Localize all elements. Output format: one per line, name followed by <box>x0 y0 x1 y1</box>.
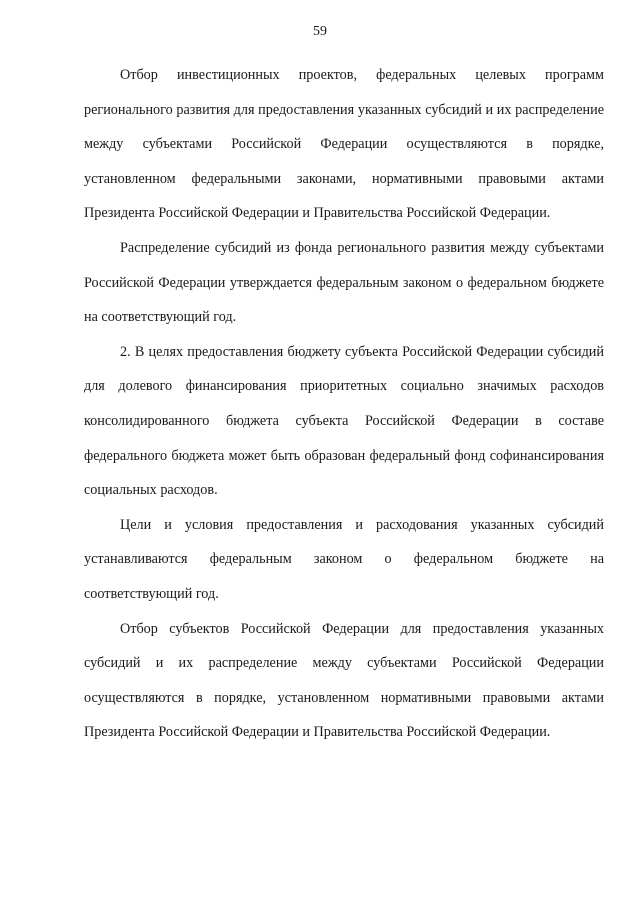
paragraph-2: Распределение субсидий из фонда регионального развития между субъектами Российской Федерации утверждается федеральным законом о федеральном бюджете на соответствующий год. <box>84 239 604 326</box>
paragraph-3: 2. В целях предоставления бюджету субъекта Российской Федерации субсидий для долевого финансирования приоритетных социально значимых расходов консолидированного бюджета субъекта Российской Федерации в составе федерального бюджета может быть образован федеральный фонд софинансирования социальных расходов. <box>84 343 604 499</box>
paragraph-1: Отбор инвестиционных проектов, федеральных целевых программ регионального развития для предоставления указанных субсидий и их распределение между субъектами Российской Федерации осуществляются в порядке, установленном федеральными законами, нормативными правовыми актами Президента Российской Федерации и Правительства Российской Федерации. <box>84 67 604 222</box>
page-number: 59 <box>313 24 327 39</box>
paragraph-5: Отбор субъектов Российской Федерации для предоставления указанных субсидий и их распределение между субъектами Российской Федерации осуществляются в порядке, установленном нормативными правовыми актами Президента Российской Федерации и Правительства Российской Федерации. <box>84 620 604 741</box>
paragraph-4: Цели и условия предоставления и расходования указанных субсидий устанавливаются федеральным законом о федеральном бюджете на соответствующий год. <box>84 516 604 602</box>
document-body <box>84 58 604 750</box>
